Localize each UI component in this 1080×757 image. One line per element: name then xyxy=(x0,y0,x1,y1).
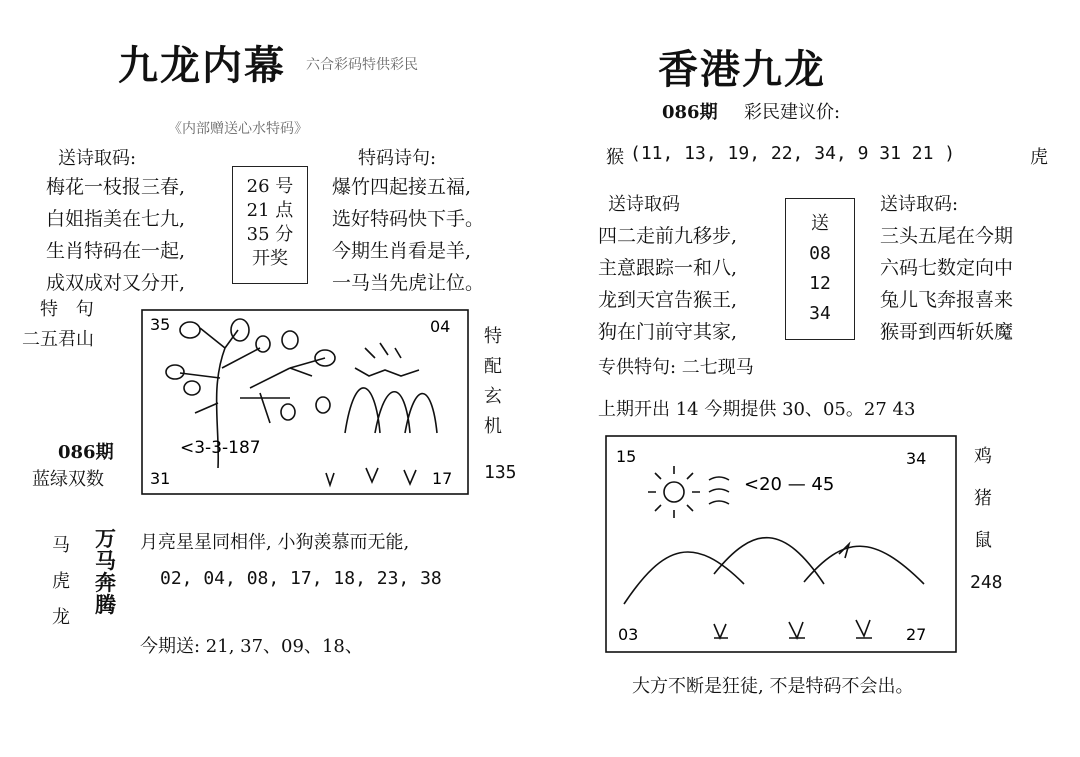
special-poem-line: 爆竹四起接五福, xyxy=(332,176,472,198)
side-label: 特 配 玄 机 xyxy=(484,326,502,437)
left-poem-line: 成双成对又分开, xyxy=(46,272,186,294)
draw-time-box xyxy=(232,166,308,284)
left-poem-line: 生肖特码在一起, xyxy=(46,240,186,262)
special-poem-line: 一马当先虎让位。 xyxy=(332,272,485,294)
right-sketch-formula: <20 — 45 xyxy=(744,474,835,495)
special-poem xyxy=(332,171,484,299)
right-title: 香港九龙 xyxy=(658,46,826,93)
right-sketch-br: 27 xyxy=(906,625,927,644)
left-sketch-formula: <3-3-187 xyxy=(180,438,261,458)
left-issue: 086期 xyxy=(58,442,114,463)
right-poem: 四二走前九移步, 主意跟踪一和八, 龙到天宫告猴王, 狗在门前守其家, xyxy=(598,225,738,343)
left-poem-line-bottom: 月亮星星同相伴, 小狗羡慕而无能, xyxy=(140,532,410,553)
zodiac-list: 马 虎 龙 xyxy=(52,535,70,628)
right-issue: 086期 xyxy=(662,102,718,123)
right-sketch-tr: 34 xyxy=(906,449,927,468)
price-label: 彩民建议价: xyxy=(744,102,841,123)
numbers-row: (11, 13, 19, 22, 34, 9 31 21 ) xyxy=(630,143,956,164)
right-special-sentence: 专供特句: 二七现马 xyxy=(598,357,754,378)
right-sketch xyxy=(604,434,958,654)
left-sketch-bl: 31 xyxy=(150,469,171,488)
draw-label: 开奖 xyxy=(252,248,288,269)
animal-right: 虎 xyxy=(1030,147,1048,168)
right-poem2: 三头五尾在今期 六码七数定向中 兔儿飞奔报喜来 猴哥到西斩妖魔 xyxy=(880,225,1014,343)
left-poem-line: 白姐指美在七九, xyxy=(46,208,186,230)
issue-note: 蓝绿双数 xyxy=(32,469,104,490)
side-animals: 鸡 猪 鼠 xyxy=(974,446,992,551)
footer-line: 大方不断是狂徒, 不是特码不会出。 xyxy=(632,676,914,697)
animal-left: 猴 xyxy=(606,147,624,168)
gift-box: 送 08 12 34 xyxy=(785,198,855,340)
left-side-number: 135 xyxy=(484,462,517,483)
last-issue: 上期开出 14 今期提供 30、05。27 43 xyxy=(598,399,916,420)
left-sketch xyxy=(140,308,470,496)
special-sentence: 二五君山 xyxy=(22,329,94,350)
left-poem-line: 梅花一枝报三春, xyxy=(46,176,186,198)
slogan: 万马奔腾 xyxy=(95,526,116,617)
left-sketch-tl: 35 xyxy=(150,315,171,334)
right-poem-heading: 送诗取码 xyxy=(608,194,680,215)
left-sketch-tr: 04 xyxy=(430,317,451,336)
special-poem-line: 今期生肖看是羊, xyxy=(332,240,472,262)
left-poem-heading: 送诗取码: xyxy=(58,148,137,169)
right-poem-heading: 特码诗句: xyxy=(358,148,437,169)
this-issue: 今期送: 21, 37、09、18、 xyxy=(140,636,363,657)
left-title: 九龙内幕 xyxy=(118,42,286,89)
special-poem-line: 选好特码快下手。 xyxy=(332,208,485,230)
left-number-line: 02, 04, 08, 17, 18, 23, 38 xyxy=(160,568,442,589)
left-subtitle: 六合彩码特供彩民 xyxy=(306,57,418,73)
right-sketch-bl: 03 xyxy=(618,625,639,644)
left-tagline: 《内部赠送心水特码》 xyxy=(168,121,308,137)
right-sketch-tl: 15 xyxy=(616,447,637,466)
draw-minute: 35 分 xyxy=(246,224,294,245)
draw-day: 26 号 xyxy=(246,176,294,197)
left-poem xyxy=(46,171,185,299)
special-sentence-label: 特 句 xyxy=(40,299,100,320)
left-sketch-br: 17 xyxy=(432,469,453,488)
right-side-number: 248 xyxy=(970,572,1003,593)
right-poem2-heading: 送诗取码: xyxy=(880,194,959,215)
draw-hour: 21 点 xyxy=(246,200,294,221)
